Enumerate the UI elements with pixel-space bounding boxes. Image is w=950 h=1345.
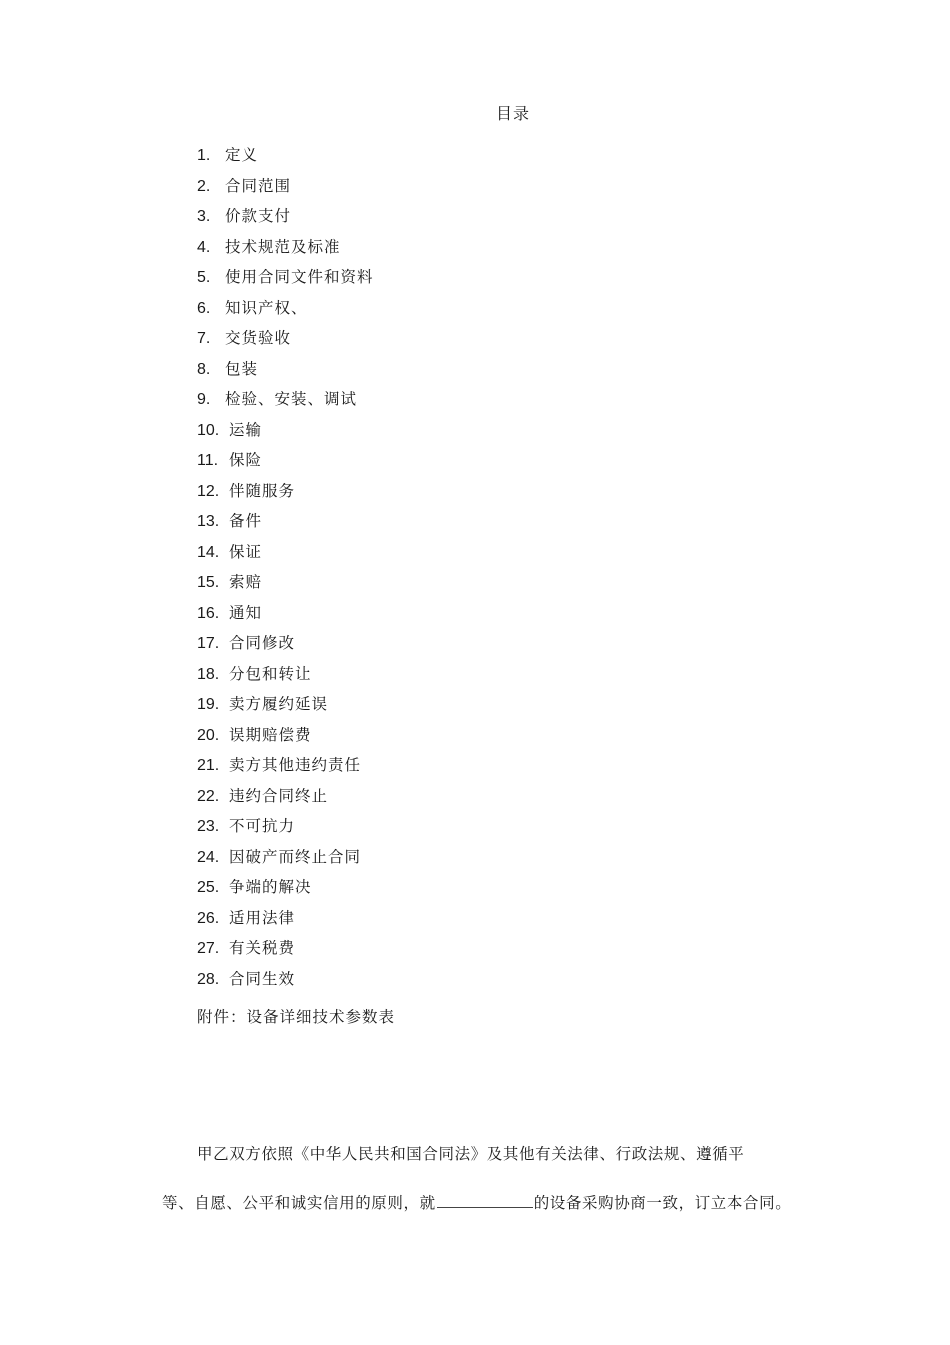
toc-item <box>197 387 374 418</box>
toc-item <box>197 174 374 205</box>
toc-item-number: 3. <box>197 208 211 225</box>
toc-item-number: 22. <box>197 787 220 805</box>
toc-item <box>197 967 374 998</box>
toc-item-label: 价款支付 <box>225 207 292 225</box>
toc-item <box>197 601 374 632</box>
toc-item-label: 保证 <box>229 542 263 561</box>
toc-item-label: 通知 <box>229 603 263 622</box>
toc-item-number: 27. <box>197 940 220 957</box>
toc-item <box>197 143 374 174</box>
toc-item-label: 使用合同文件和资料 <box>225 268 374 286</box>
toc-item <box>197 784 374 815</box>
page-title: 目录 <box>495 104 530 123</box>
toc-item-label: 合同范围 <box>225 176 292 195</box>
toc-item <box>197 479 374 510</box>
toc-item-number: 11. <box>197 452 219 469</box>
toc-item-number: 16. <box>197 604 220 622</box>
toc-item <box>197 540 374 571</box>
toc-item <box>197 845 374 876</box>
toc-item-label: 运输 <box>229 420 263 439</box>
toc-item-label: 不可抗力 <box>229 817 296 835</box>
toc-item-number: 24. <box>197 848 220 866</box>
toc-item <box>197 723 374 754</box>
toc-item <box>197 662 374 693</box>
toc-item-label: 有关税费 <box>229 939 296 957</box>
toc-item <box>197 204 374 235</box>
toc-item-label: 知识产权、 <box>225 298 308 317</box>
toc-item <box>197 753 374 784</box>
toc-item <box>197 631 374 662</box>
toc-item <box>197 235 374 266</box>
toc-item-number: 13. <box>197 513 220 530</box>
toc-item-label: 技术规范及标准 <box>225 237 341 256</box>
toc-item-label: 定义 <box>225 146 259 164</box>
toc-item-label: 争端的解决 <box>229 878 312 896</box>
toc-item <box>197 326 374 357</box>
toc-item-number: 12. <box>197 482 220 500</box>
toc-item-label: 误期赔偿费 <box>229 725 312 744</box>
toc-item-label: 违约合同终止 <box>229 786 329 805</box>
intro-paragraph-line-1: 甲乙双方依照《中华人民共和国合同法》及其他有关法律、行政法规、遵循平 <box>197 1145 745 1163</box>
intro-paragraph-line-2 <box>162 1191 791 1215</box>
toc-item <box>197 875 374 906</box>
toc-item-label: 分包和转让 <box>229 664 312 683</box>
intro-text-after-blank: 的设备采购协商一致，订立本合同。 <box>533 1194 792 1212</box>
toc-item <box>197 906 374 937</box>
toc-item-number: 7. <box>197 330 211 347</box>
toc-item-number: 4. <box>197 238 211 256</box>
toc-item-label: 保险 <box>229 451 263 469</box>
toc-item-label: 包装 <box>225 359 259 378</box>
toc-item-number: 5. <box>197 269 211 286</box>
toc-item-number: 20. <box>197 726 220 744</box>
toc-item-number: 10. <box>197 421 220 439</box>
appendix-line: 附件：设备详细技术参数表 <box>197 1008 396 1026</box>
toc-item <box>197 265 374 296</box>
toc-item-number: 19. <box>197 696 220 713</box>
toc-item-number: 8. <box>197 360 211 378</box>
toc-item-number: 21. <box>197 757 220 774</box>
toc-item <box>197 570 374 601</box>
toc-item-number: 1. <box>197 147 211 164</box>
toc-item-label: 卖方履约延误 <box>229 695 329 713</box>
toc-item <box>197 418 374 449</box>
toc-item-label: 卖方其他违约责任 <box>229 756 362 774</box>
toc-item-number: 2. <box>197 177 211 195</box>
toc-item <box>197 814 374 845</box>
toc-item-number: 14. <box>197 543 220 561</box>
toc-item-label: 备件 <box>229 512 263 530</box>
toc-item <box>197 448 374 479</box>
toc-item-label: 合同生效 <box>229 969 296 988</box>
toc-item <box>197 296 374 327</box>
toc-item <box>197 692 374 723</box>
toc-item-label: 检验、安装、调试 <box>225 390 358 408</box>
toc-item-number: 15. <box>197 574 220 591</box>
toc-item-number: 26. <box>197 909 220 927</box>
toc-item <box>197 509 374 540</box>
toc-item-number: 6. <box>197 299 211 317</box>
toc-item-number: 25. <box>197 879 220 896</box>
toc-item-label: 伴随服务 <box>229 481 296 500</box>
toc-item-label: 适用法律 <box>229 908 296 927</box>
toc-item-number: 17. <box>197 635 220 652</box>
fill-in-blank <box>437 1193 533 1208</box>
toc-item-number: 18. <box>197 665 220 683</box>
toc-item-number: 23. <box>197 818 220 835</box>
toc-item-label: 索赔 <box>229 573 263 591</box>
toc-item-label: 合同修改 <box>229 634 296 652</box>
toc-item-label: 因破产而终止合同 <box>229 847 362 866</box>
toc-item-label: 交货验收 <box>225 329 292 347</box>
toc-item <box>197 936 374 967</box>
toc-item <box>197 357 374 388</box>
toc-item-number: 9. <box>197 391 211 408</box>
toc-item-number: 28. <box>197 970 220 988</box>
intro-text-before-blank: 等、自愿、公平和诚实信用的原则，就 <box>162 1194 436 1212</box>
table-of-contents <box>197 143 374 997</box>
